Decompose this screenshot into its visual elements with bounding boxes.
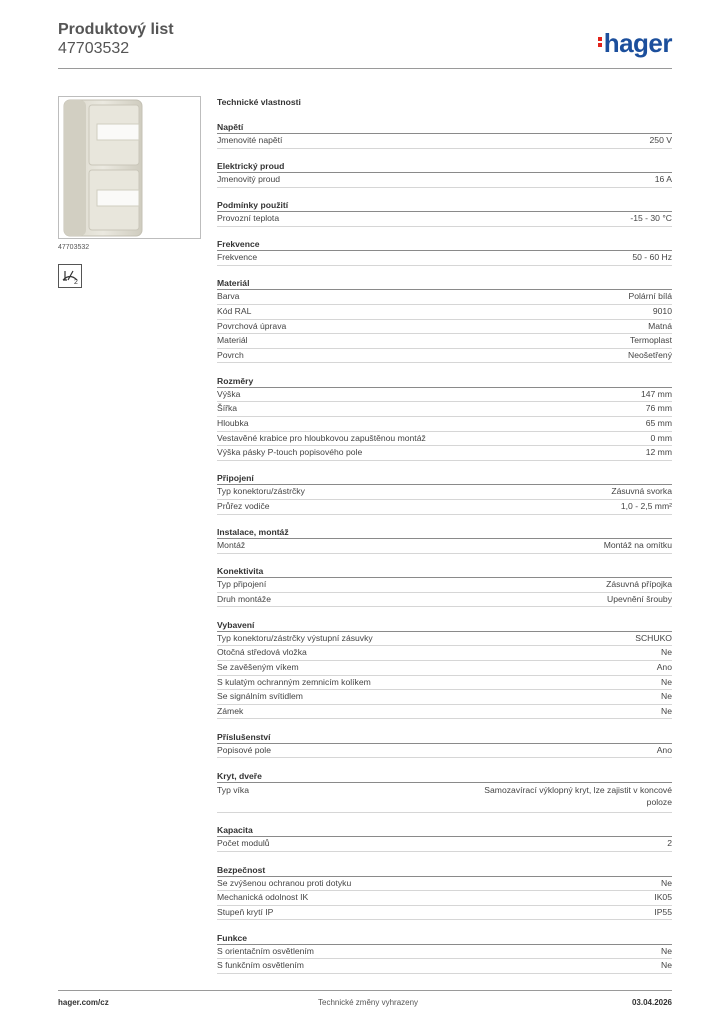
- spec-row: [217, 446, 672, 461]
- spec-value: 9010: [652, 305, 672, 316]
- header-divider: [58, 68, 672, 69]
- spec-value: SCHUKO: [635, 632, 672, 643]
- spec-value: 65 mm: [645, 418, 672, 429]
- spec-group-title: Materiál: [217, 276, 672, 290]
- spec-groups: [217, 120, 672, 974]
- spec-value: Termoplast: [629, 335, 672, 346]
- spec-value: Ne: [661, 960, 672, 971]
- svg-text:2: 2: [74, 279, 78, 286]
- product-number: 47703532: [58, 40, 130, 57]
- spec-label: Výška: [217, 388, 241, 399]
- spec-group-title: Vybavení: [217, 618, 672, 632]
- spec-row: [217, 906, 672, 921]
- spec-row: [217, 500, 672, 515]
- spec-group: [217, 471, 672, 514]
- spec-row: [217, 632, 672, 647]
- spec-group-title: Podmínky použití: [217, 198, 672, 212]
- spec-row: [217, 676, 672, 691]
- spec-value: Ne: [661, 705, 672, 716]
- spec-row: [217, 349, 672, 364]
- spec-value: 12 mm: [645, 447, 672, 458]
- spec-label: Otočná středová vložka: [217, 647, 307, 658]
- spec-row: [217, 212, 672, 227]
- logo-text: hager: [603, 28, 672, 58]
- document-title: Produktový list: [58, 21, 174, 38]
- spec-label: Jmenovité napětí: [217, 135, 283, 145]
- spec-group-title: Příslušenství: [217, 730, 672, 744]
- spec-label: Provozní teplota: [217, 213, 280, 224]
- spec-group-title: Konektivita: [217, 564, 672, 578]
- spec-row: [217, 388, 672, 403]
- spec-label: Počet modulů: [217, 838, 270, 849]
- spec-label: Výška pásky P-touch popisového pole: [217, 447, 363, 458]
- socket-outlet-symbol-icon: [58, 264, 82, 288]
- spec-value: Zásuvná svorka: [611, 486, 672, 497]
- spec-value: 50 - 60 Hz: [632, 252, 672, 263]
- spec-row: [217, 945, 672, 960]
- spec-value: 2: [667, 838, 672, 849]
- spec-group: [217, 564, 672, 607]
- spec-group-title: Kryt, dveře: [217, 769, 672, 783]
- spec-label: Zámek: [217, 705, 244, 716]
- spec-row: [217, 417, 672, 432]
- spec-value: Samozavírací výklopný kryt, lze zajistit v koncové poloze: [484, 784, 672, 808]
- technical-specifications: [217, 96, 672, 985]
- spec-row: [217, 891, 672, 906]
- spec-label: Typ připojení: [217, 579, 267, 590]
- spec-label: Popisové pole: [217, 744, 271, 755]
- spec-label: Typ konektoru/zástrčky: [217, 486, 305, 497]
- website-link[interactable]: hager.com/cz: [58, 998, 109, 1007]
- image-caption: 47703532: [58, 244, 90, 251]
- spec-value: Zásuvná přípojka: [606, 579, 672, 590]
- spec-value: Matná: [648, 320, 672, 331]
- spec-row: [217, 783, 672, 813]
- spec-row: [217, 959, 672, 974]
- spec-group-title: Elektrický proud: [217, 159, 672, 173]
- spec-group-title: Instalace, montáž: [217, 525, 672, 539]
- spec-group: [217, 374, 672, 461]
- spec-label: Druh montáže: [217, 593, 271, 604]
- spec-row: [217, 837, 672, 852]
- spec-value: -15 - 30 °C: [630, 213, 672, 224]
- spec-row: [217, 705, 672, 720]
- spec-label: Jmenovitý proud: [217, 174, 281, 185]
- spec-row: [217, 432, 672, 447]
- spec-label: Šířka: [217, 403, 238, 414]
- spec-group-title: Kapacita: [217, 823, 672, 837]
- spec-label: Typ víka: [217, 784, 249, 795]
- spec-value: 250 V: [649, 135, 672, 145]
- spec-group: [217, 863, 672, 921]
- spec-value: Ne: [661, 877, 672, 888]
- page-header: [58, 20, 672, 70]
- spec-value: Neošetřený: [628, 349, 672, 360]
- spec-value: 1,0 - 2,5 mm²: [620, 500, 672, 511]
- spec-group-title: Napětí: [217, 120, 672, 134]
- spec-label: Stupeň krytí IP: [217, 906, 274, 917]
- spec-row: [217, 690, 672, 705]
- spec-label: S kulatým ochranným zemnicím kolíkem: [217, 676, 371, 687]
- spec-value: 16 A: [654, 174, 672, 185]
- product-image: [58, 96, 201, 239]
- spec-value: Ano: [656, 744, 672, 755]
- spec-value: 0 mm: [650, 432, 672, 443]
- spec-row: [217, 539, 672, 554]
- spec-label: Se signálním svítidlem: [217, 691, 303, 702]
- spec-value: Polární bílá: [628, 291, 672, 302]
- footer-date: 03.04.2026: [631, 998, 672, 1007]
- footer-note: Technické změny vyhrazeny: [318, 998, 419, 1007]
- spec-group: [217, 525, 672, 554]
- spec-label: Materiál: [217, 335, 248, 346]
- spec-row: [217, 251, 672, 266]
- spec-label: Typ konektoru/zástrčky výstupní zásuvky: [217, 632, 373, 643]
- spec-group-title: Frekvence: [217, 237, 672, 251]
- spec-label: Průřez vodiče: [217, 500, 270, 511]
- spec-row: [217, 134, 672, 149]
- spec-row: [217, 305, 672, 320]
- spec-label: Barva: [217, 291, 240, 302]
- spec-group: [217, 618, 672, 720]
- spec-value: Ano: [656, 661, 672, 672]
- spec-row: [217, 593, 672, 608]
- logo-dots-icon: [598, 35, 602, 49]
- spec-group: [217, 823, 672, 852]
- hager-logo: [598, 28, 672, 59]
- spec-value: Montáž na omítku: [603, 540, 672, 550]
- spec-row: [217, 290, 672, 305]
- spec-label: Se zavěšeným víkem: [217, 661, 299, 672]
- spec-label: Hloubka: [217, 418, 249, 429]
- spec-group: [217, 237, 672, 266]
- specs-title: Technické vlastnosti: [217, 97, 301, 107]
- spec-group: [217, 276, 672, 363]
- spec-group: [217, 931, 672, 974]
- spec-label: S funkčním osvětlením: [217, 960, 304, 971]
- spec-group: [217, 198, 672, 227]
- spec-value: Upevnění šrouby: [607, 593, 672, 604]
- spec-value: Ne: [661, 647, 672, 658]
- spec-value: Ne: [661, 676, 672, 687]
- spec-row: [217, 485, 672, 500]
- spec-row: [217, 646, 672, 661]
- spec-label: Povrch: [217, 349, 244, 360]
- spec-group: [217, 769, 672, 813]
- spec-value: IK05: [654, 892, 672, 903]
- spec-group: [217, 730, 672, 759]
- spec-value: 76 mm: [645, 403, 672, 414]
- spec-label: Kód RAL: [217, 305, 252, 316]
- spec-row: [217, 173, 672, 188]
- double-socket-icon: [59, 97, 200, 238]
- spec-row: [217, 877, 672, 892]
- spec-row: [217, 402, 672, 417]
- spec-group-title: Připojení: [217, 471, 672, 485]
- spec-row: [217, 578, 672, 593]
- spec-value: IP55: [654, 906, 672, 917]
- spec-value: Ne: [661, 945, 672, 956]
- spec-row: [217, 744, 672, 759]
- spec-row: [217, 320, 672, 335]
- footer-divider: [58, 990, 672, 991]
- spec-label: Frekvence: [217, 252, 258, 263]
- spec-group-title: Funkce: [217, 931, 672, 945]
- spec-row: [217, 334, 672, 349]
- spec-group: [217, 120, 672, 149]
- spec-group-title: Rozměry: [217, 374, 672, 388]
- spec-label: Vestavěné krabice pro hloubkovou zapuštěnou montáž: [217, 432, 426, 443]
- spec-value: Ne: [661, 691, 672, 702]
- spec-group-title: Bezpečnost: [217, 863, 672, 877]
- spec-label: Povrchová úprava: [217, 320, 287, 331]
- spec-group: [217, 159, 672, 188]
- spec-label: Mechanická odolnost IK: [217, 892, 309, 903]
- spec-label: Montáž: [217, 540, 246, 550]
- spec-label: Se zvýšenou ochranou proti dotyku: [217, 877, 352, 888]
- spec-label: S orientačním osvětlením: [217, 945, 314, 956]
- spec-value: 147 mm: [640, 388, 672, 399]
- spec-row: [217, 661, 672, 676]
